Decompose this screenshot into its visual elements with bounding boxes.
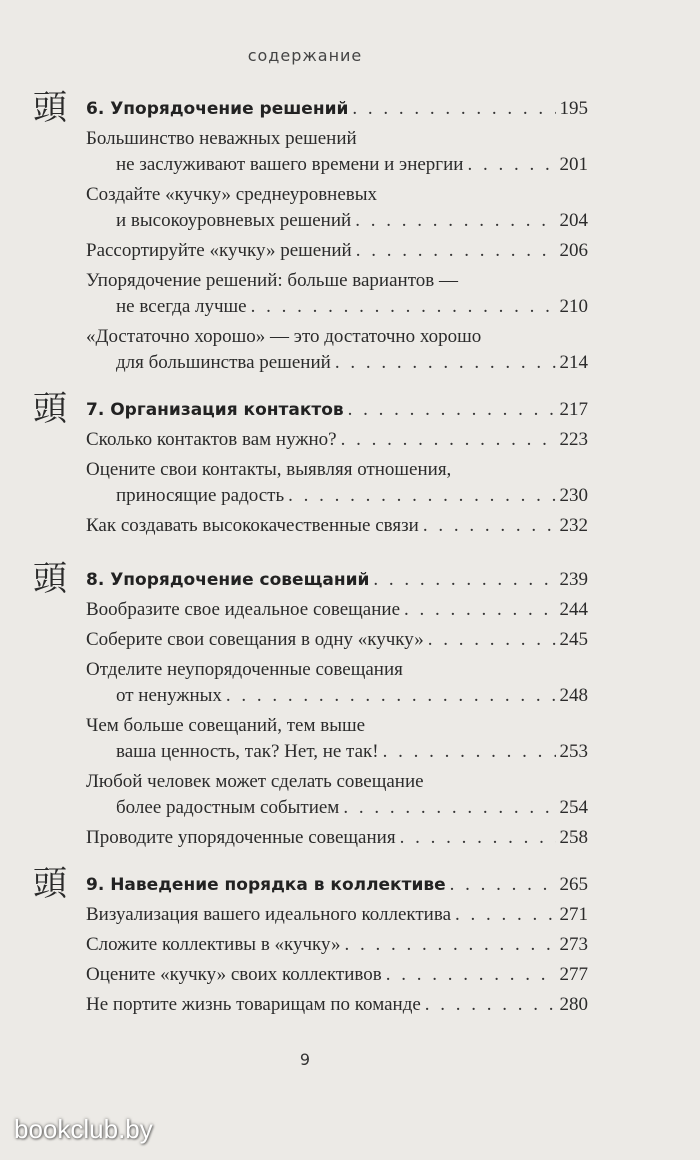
toc-entry xyxy=(86,457,588,509)
toc-entry xyxy=(86,713,588,765)
entry-text: Сколько контактов вам нужно? xyxy=(86,429,337,450)
kanji-glyph: 頭 xyxy=(33,864,67,904)
entry-text: не заслуживают вашего времени и энергии xyxy=(116,154,464,175)
toc-entry xyxy=(86,769,588,821)
toc-entry xyxy=(86,657,588,709)
entry-page-number: 204 xyxy=(559,210,588,231)
entry-page-number: 223 xyxy=(559,429,588,450)
dot-leader xyxy=(404,597,555,623)
toc-entry xyxy=(86,597,588,623)
entry-text: ваша ценность, так? Нет, не так! xyxy=(116,741,379,762)
running-head: содержание xyxy=(247,46,363,65)
entry-text: Любой человек может сделать совещание xyxy=(86,771,424,792)
toc-entry xyxy=(86,962,588,988)
dot-leader xyxy=(226,683,556,709)
dot-leader xyxy=(343,795,555,821)
toc-entry xyxy=(86,902,588,928)
chapter-title: 8. Упорядочение совещаний xyxy=(86,570,370,590)
dot-leader xyxy=(386,962,556,988)
entry-text: не всегда лучше xyxy=(116,296,247,317)
entry-page-number: 254 xyxy=(559,797,588,818)
dot-leader xyxy=(356,238,556,264)
entry-page-number: 230 xyxy=(559,485,588,506)
entry-page-number: 248 xyxy=(559,685,588,706)
entry-page-number: 201 xyxy=(559,154,588,175)
kanji-glyph: 頭 xyxy=(33,88,67,128)
toc-entry xyxy=(86,182,588,234)
entry-page-number: 245 xyxy=(559,629,588,650)
dot-leader xyxy=(425,992,556,1018)
dot-leader xyxy=(373,567,555,593)
entry-text: Оцените «кучку» своих коллективов xyxy=(86,964,382,985)
entry-text: Отделите неупорядоченные совещания xyxy=(86,659,403,680)
entry-page-number: 214 xyxy=(559,352,588,373)
entry-text: Оцените свои контакты, выявляя отношения, xyxy=(86,459,452,480)
entry-text: Создайте «кучку» среднеуровневых xyxy=(86,184,378,205)
dot-leader xyxy=(383,739,556,765)
toc-entry xyxy=(86,932,588,958)
entry-text: Большинство неважных решений xyxy=(86,128,357,149)
chapter-heading xyxy=(86,96,588,122)
chapter-page-number: 239 xyxy=(559,569,588,590)
toc-entry xyxy=(86,268,588,320)
entry-text: «Достаточно хорошо» — это достаточно хорошо xyxy=(86,326,482,347)
dot-leader xyxy=(348,397,556,423)
entry-text: Визуализация вашего идеального коллектива xyxy=(86,904,451,925)
entry-page-number: 258 xyxy=(559,827,588,848)
chapter-heading xyxy=(86,397,588,423)
chapter-title: 6. Упорядочение решений xyxy=(86,99,349,119)
entry-text: Соберите свои совещания в одну «кучку» xyxy=(86,629,424,650)
entry-page-number: 273 xyxy=(559,934,588,955)
chapter-page-number: 217 xyxy=(559,399,588,420)
dot-leader xyxy=(251,294,556,320)
toc-entry xyxy=(86,238,588,264)
entry-page-number: 277 xyxy=(559,964,588,985)
entry-page-number: 232 xyxy=(559,515,588,536)
dot-leader xyxy=(455,902,556,928)
entry-text: Проводите упорядоченные совещания xyxy=(86,827,396,848)
dot-leader xyxy=(355,208,555,234)
dot-leader xyxy=(335,350,556,376)
dot-leader xyxy=(288,483,555,509)
entry-page-number: 206 xyxy=(559,240,588,261)
chapter-heading xyxy=(86,567,588,593)
entry-text: для большинства решений xyxy=(116,352,331,373)
toc-entry xyxy=(86,825,588,851)
dot-leader xyxy=(345,932,556,958)
dot-leader xyxy=(428,627,556,653)
dot-leader xyxy=(467,152,555,178)
dot-leader xyxy=(341,427,556,453)
chapter-heading xyxy=(86,872,588,898)
entry-page-number: 244 xyxy=(559,599,588,620)
kanji-glyph: 頭 xyxy=(33,559,67,599)
toc-entry xyxy=(86,992,588,1018)
toc-entry xyxy=(86,324,588,376)
entry-text: Упорядочение решений: больше вариантов — xyxy=(86,270,458,291)
entry-text: Как создавать высококачественные связи xyxy=(86,515,419,536)
entry-page-number: 280 xyxy=(559,994,588,1015)
entry-text: приносящие радость xyxy=(116,485,285,506)
kanji-glyph: 頭 xyxy=(33,389,67,429)
entry-text: Не портите жизнь товарищам по команде xyxy=(86,994,421,1015)
chapter-page-number: 265 xyxy=(559,874,588,895)
entry-text: и высокоуровневых решений xyxy=(116,210,352,231)
page-number: 9 xyxy=(299,1050,311,1069)
toc-entry xyxy=(86,513,588,539)
watermark-logo: bookclub.by xyxy=(14,1114,153,1144)
entry-text: более радостным событием xyxy=(116,797,340,818)
entry-text: Вообразите свое идеальное совещание xyxy=(86,599,401,620)
dot-leader xyxy=(450,872,556,898)
entry-page-number: 271 xyxy=(559,904,588,925)
entry-text: Сложите коллективы в «кучку» xyxy=(86,934,341,955)
entry-text: Рассортируйте «кучку» решений xyxy=(86,240,352,261)
dot-leader xyxy=(352,96,555,122)
toc-entry xyxy=(86,126,588,178)
chapter-title: 7. Организация контактов xyxy=(86,400,344,420)
entry-text: Чем больше совещаний, тем выше xyxy=(86,715,366,736)
dot-leader xyxy=(423,513,556,539)
toc-entry xyxy=(86,627,588,653)
chapter-page-number: 195 xyxy=(559,98,588,119)
dot-leader xyxy=(400,825,556,851)
toc-entry xyxy=(86,427,588,453)
entry-page-number: 210 xyxy=(559,296,588,317)
entry-page-number: 253 xyxy=(559,741,588,762)
entry-text: от ненужных xyxy=(116,685,222,706)
chapter-title: 9. Наведение порядка в коллективе xyxy=(86,875,446,895)
